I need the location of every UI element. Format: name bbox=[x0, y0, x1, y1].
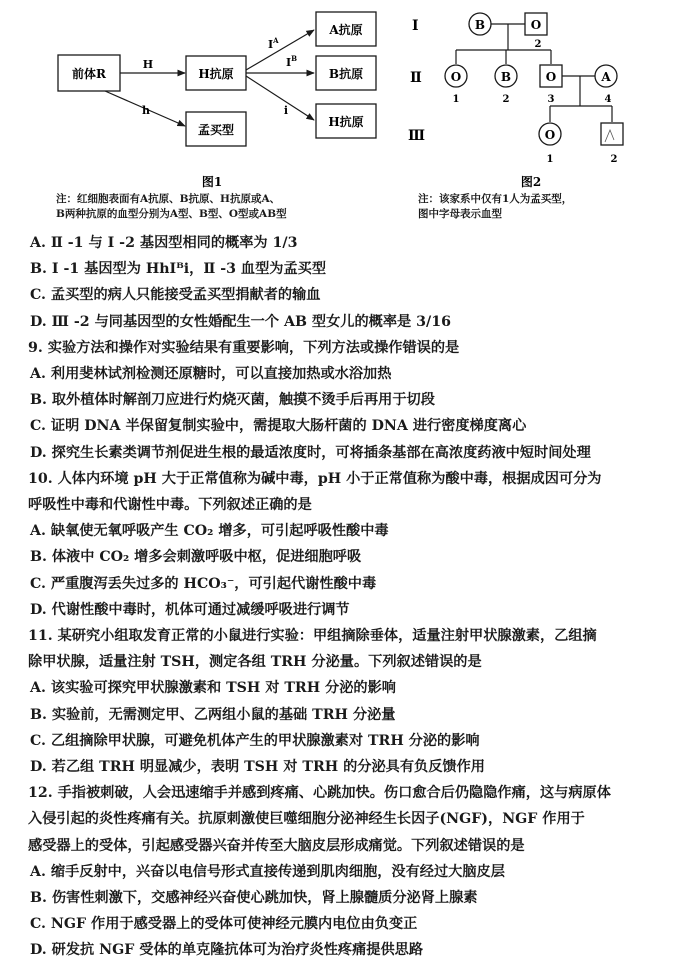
q9-option-b: B. 取外植体时解剖刀应进行灼烧灭菌，触摸不烫手后再用于切段 bbox=[30, 392, 435, 409]
arrow-label-IA: $I^A$ bbox=[268, 36, 279, 51]
q9-option-a: A. 利用斐林试剂检测还原糖时，可以直接加热或水浴加热 bbox=[30, 366, 392, 383]
q8-option-b: B. Ⅰ -1 基因型为 HhIᴮi，Ⅱ -3 血型为孟买型 bbox=[30, 261, 327, 278]
q8-option-d: D. Ⅲ -2 与同基因型的女性婚配生一个 AB 型女儿的概率是 3/16 bbox=[30, 313, 451, 330]
q11-stem-line1: 11. 某研究小组取发育正常的小鼠进行实验：甲组摘除垂体，适量注射甲状腺激素，乙组摘 bbox=[28, 628, 597, 645]
q11-option-b: B. 实验前，无需测定甲、乙两组小鼠的基础 TRH 分泌量 bbox=[30, 706, 396, 723]
figure1-note-line1: 注：红细胞表面有A抗原、B抗原、H抗原或A、 bbox=[56, 193, 281, 205]
label-h-antigen: H抗原 bbox=[198, 67, 234, 81]
q12-stem-line1: 12. 手指被刺破，人会迅速缩手并感到疼痛、心跳加快。伤口愈合后仍隐隐作痛，这与病原体 bbox=[28, 785, 611, 802]
q10-option-c: C. 严重腹泻丢失过多的 HCO₃⁻，可引起代谢性酸中毒 bbox=[30, 575, 377, 592]
figure1-diagram bbox=[58, 12, 376, 189]
arrow-label-H: H bbox=[142, 58, 154, 71]
pedigree-I-2-blood: O bbox=[530, 18, 542, 32]
q10-option-d: D. 代谢性酸中毒时，机体可通过减缓呼吸进行调节 bbox=[30, 601, 350, 618]
pedigree-III-2-num: 2 bbox=[610, 154, 618, 165]
q11-option-d: D. 若乙组 TRH 明显减少，表明 TSH 对 TRH 的分泌具有负反馈作用 bbox=[30, 759, 485, 776]
arrow-label-i: i bbox=[283, 104, 289, 117]
q10-option-b: B. 体液中 CO₂ 增多会刺激呼吸中枢，促进细胞呼吸 bbox=[30, 549, 362, 566]
q12-option-a: A. 缩手反射中，兴奋以电信号形式直接传递到肌肉细胞，没有经过大脑皮层 bbox=[30, 863, 505, 880]
pedigree-III-1-blood: O bbox=[544, 128, 556, 142]
arrow-label-IB: $I^B$ bbox=[286, 54, 298, 69]
label-b-antigen: B抗原 bbox=[328, 67, 364, 81]
q8-option-c: C. 孟买型的病人只能接受孟买型捐献者的输血 bbox=[30, 287, 321, 304]
pedigree-II-2-num: 2 bbox=[502, 94, 510, 105]
pedigree-II-2-blood: B bbox=[500, 70, 512, 84]
figure1-caption: 图1 bbox=[201, 175, 223, 189]
figure2-caption: 图2 bbox=[520, 175, 542, 189]
q12-option-c: C. NGF 作用于感受器上的受体可使神经元膜内电位由负变正 bbox=[30, 916, 418, 933]
pedigree-II-4-num: 4 bbox=[604, 94, 612, 105]
gen-label-1: Ⅰ bbox=[412, 18, 419, 34]
figure2-note-line1: 注：该家系中仅有1人为孟买型， bbox=[418, 193, 573, 205]
q9-stem: 9. 实验方法和操作对实验结果有重要影响，下列方法或操作错误的是 bbox=[28, 339, 460, 356]
q9-option-d: D. 探究生长素类调节剂促进生根的最适浓度时，可将插条基部在高浓度药液中短时间处理 bbox=[30, 444, 591, 461]
q11-option-a: A. 该实验可探究甲状腺激素和 TSH 对 TRH 分泌的影响 bbox=[30, 680, 396, 697]
label-precursor: 前体R bbox=[72, 67, 106, 81]
pedigree-III-1-num: 1 bbox=[546, 154, 554, 165]
pedigree-I-1-blood: B bbox=[474, 18, 486, 32]
q10-stem-line2: 呼吸性中毒和代谢性中毒。下列叙述正确的是 bbox=[28, 497, 312, 514]
arrow-h-a bbox=[246, 30, 314, 70]
figure2-note-line2: 图中字母表示血型 bbox=[418, 208, 502, 220]
q10-option-a: A. 缺氧使无氧呼吸产生 CO₂ 增多，可引起呼吸性酸中毒 bbox=[30, 523, 389, 540]
question-8-options bbox=[28, 230, 678, 964]
pedigree-II-3-num: 3 bbox=[547, 94, 555, 105]
arrow-label-h: h bbox=[142, 104, 150, 117]
label-bombay: 孟买型 bbox=[197, 123, 235, 137]
figure2-pedigree bbox=[408, 13, 623, 189]
pedigree-II-1-num: 1 bbox=[452, 94, 460, 105]
q8-option-a: A. Ⅱ -1 与 Ⅰ -2 基因型相同的概率为 1/3 bbox=[30, 235, 298, 251]
q12-option-b: B. 伤害性刺激下，交感神经兴奋使心跳加快，肾上腺髓质分泌肾上腺素 bbox=[30, 890, 478, 907]
pedigree-II-1-blood: O bbox=[450, 70, 462, 84]
q12-option-d: D. 研发抗 NGF 受体的单克隆抗体可为治疗炎性疼痛提供思路 bbox=[30, 942, 424, 959]
pedigree-II-4-blood: A bbox=[601, 70, 611, 84]
pedigree-II-3-blood: O bbox=[545, 70, 557, 84]
figure1-note-line2: B两种抗原的血型分别为A型、B型、O型或AB型 bbox=[56, 208, 287, 220]
q10-stem-line1: 10. 人体内环境 pH 大于正常值称为碱中毒，pH 小于正常值称为酸中毒，根据成因可分为 bbox=[28, 470, 602, 487]
label-a-antigen: A抗原 bbox=[329, 23, 363, 37]
q11-option-c: C. 乙组摘除甲状腺，可避免机体产生的甲状腺激素对 TRH 分泌的影响 bbox=[30, 732, 480, 749]
q9-option-c: C. 证明 DNA 半保留复制实验中，需提取大肠杆菌的 DNA 进行密度梯度离心 bbox=[30, 418, 527, 435]
q11-stem-line2: 除甲状腺，适量注射 TSH，测定各组 TRH 分泌量。下列叙述错误的是 bbox=[28, 654, 482, 671]
pedigree-I-2-num: 2 bbox=[534, 39, 542, 50]
q12-stem-line3: 感受器上的受体，引起感受器兴奋并传至大脑皮层形成痛觉。下列叙述错误的是 bbox=[28, 837, 525, 854]
figure1-note bbox=[56, 192, 287, 222]
arrow-h-h2 bbox=[246, 76, 314, 120]
gen-label-3: Ⅲ bbox=[408, 128, 426, 144]
figure2-note bbox=[418, 192, 572, 222]
q12-stem-line2: 入侵引起的炎性疼痛有关。抗原刺激使巨噬细胞分泌神经生长因子(NGF)，NGF 作用于 bbox=[28, 811, 585, 828]
label-h-antigen-2: H抗原 bbox=[328, 115, 364, 129]
gen-label-2: Ⅱ bbox=[410, 70, 422, 86]
